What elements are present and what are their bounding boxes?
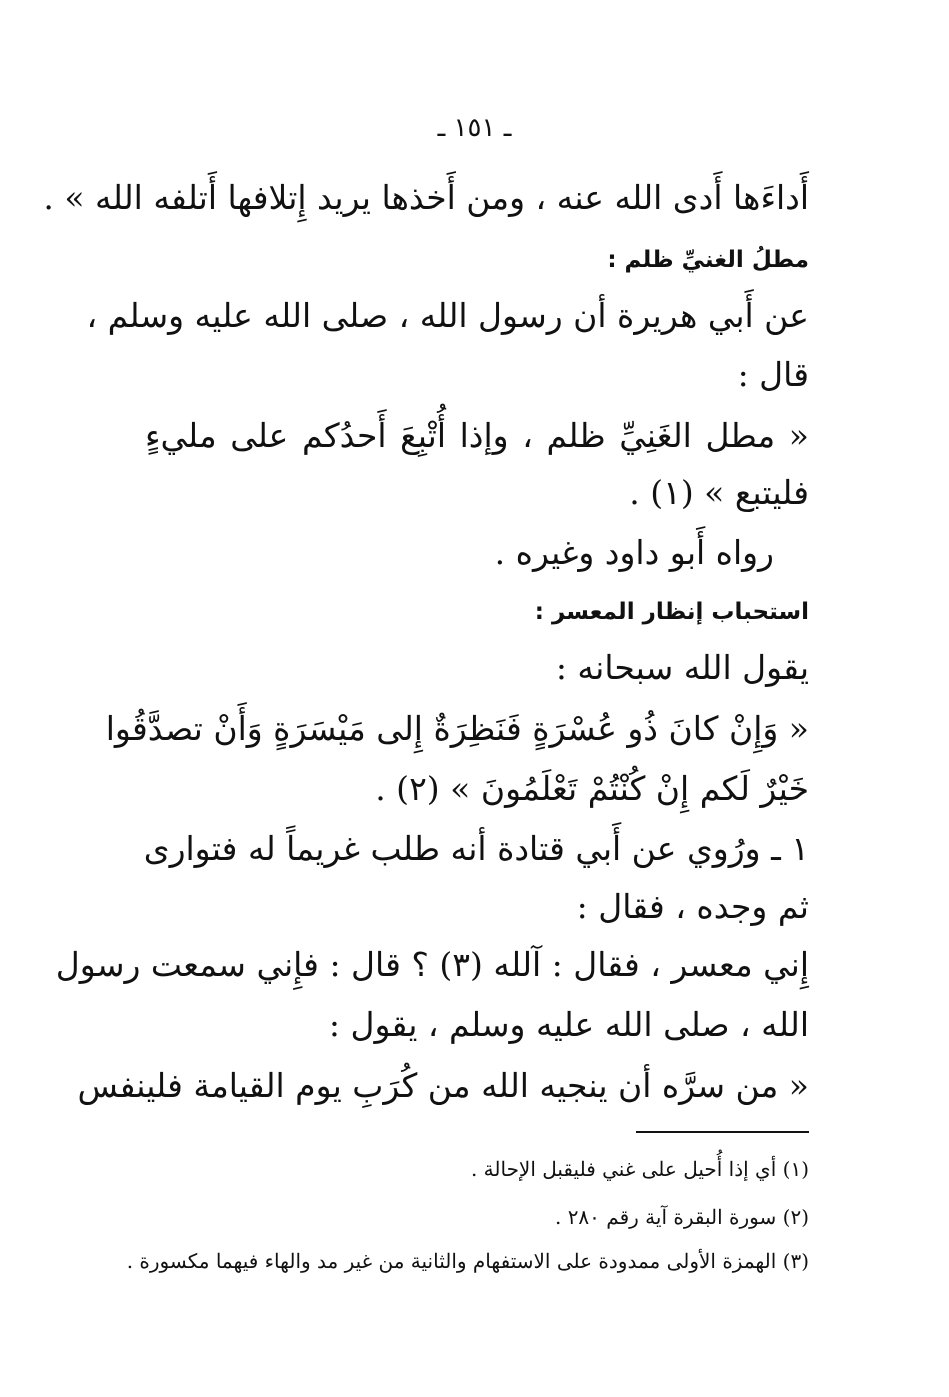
quran-line-2: خَيْرٌ لَكم إِنْ كُنْتُمْ تَعْلَمُونَ » (٢) . [375,769,809,808]
footnote-2: (٢) سورة البقرة آية رقم ٢٨٠ . [554,1205,809,1229]
text-line-10: إِني معسر ، فقال : آلله (٣) ؟ قال : فإِني سمعت رسول [55,945,809,984]
text-line-4: « مطل الغَنِيِّ ظلم ، وإذا أُتْبِعَ أَحدُكم على مليءٍ [145,416,809,455]
footnote-3: (٣) الهمزة الأولى ممدودة على الاستفهام والثانية من غير مد والهاء فيهما مكسورة . [126,1249,809,1273]
quran-line-1: « وَإِنْ كانَ ذُو عُسْرَةٍ فَنَظِرَةٌ إِلى مَيْسَرَةٍ وَأَنْ تصدَّقُوا [105,709,809,748]
text-line-9: ثم وجده ، فقال : [576,887,809,926]
text-line-7: يقول الله سبحانه : [555,648,809,687]
text-line-12: « من سرَّه أن ينجيه الله من كُرَبِ يوم القيامة فلينفس [77,1066,809,1105]
footnote-1: (١) أي إذا أُحيل على غني فليقبل الإحالة . [470,1157,809,1181]
text-line-1: أَداءَها أَدى الله عنه ، ومن أَخذها يريد إِتلافها أَتلفه الله » . [43,178,809,217]
text-line-2: عن أَبي هريرة أن رسول الله ، صلى الله عليه وسلم ، [86,296,809,335]
footnote-separator [636,1131,809,1133]
text-line-6: رواه أَبو داود وغيره . [494,533,774,572]
section-heading-1: مطلُ الغنيِّ ظلم : [607,247,809,273]
text-line-11: الله ، صلى الله عليه وسلم ، يقول : [328,1005,809,1044]
text-line-3: قال : [737,355,809,394]
text-line-5: فليتبع » (١) . [629,473,809,512]
page-number: ـ ١٥١ ـ [437,113,512,143]
section-heading-2: استحباب إنظار المعسر : [534,599,809,625]
text-line-8: ١ ـ ورُوي عن أَبي قتادة أنه طلب غريماً له فتوارى [143,829,809,868]
